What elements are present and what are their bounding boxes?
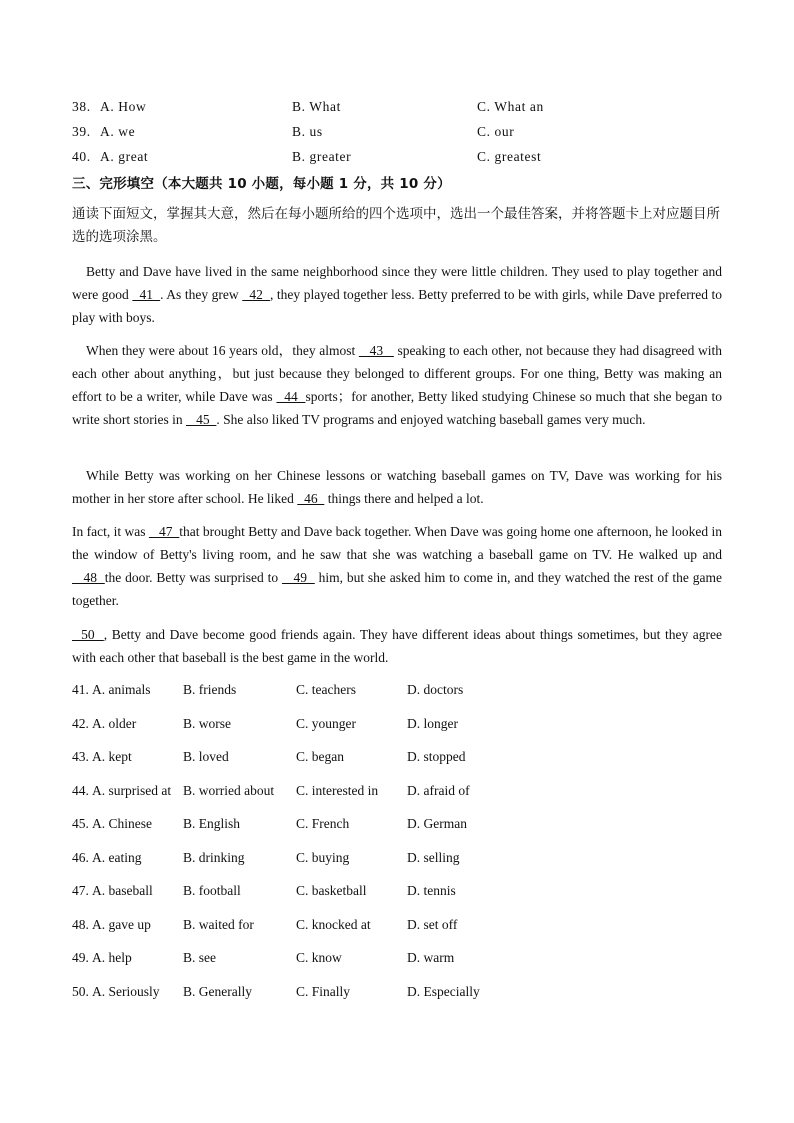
section-instructions: 通读下面短文，掌握其大意，然后在每小题所给的四个选项中，选出一个最佳答案，并将答题卡上对应题目所选的选项涂黑。 <box>72 206 720 245</box>
option-c: C. interested in <box>296 783 379 798</box>
passage-text: speaking to each other, not because they had disagreed with each other about anything，but just because they belonged to different groups. For one thing, Betty was making an effort to be a writer, while Dave was <box>72 343 722 404</box>
passage-text: While Betty was working on her Chinese lessons or watching baseball games on TV, Dave was working for his mother in her store after school. He liked <box>72 468 722 506</box>
option-row-48 <box>72 917 722 937</box>
option-row-45 <box>72 816 722 836</box>
option-d: D. German <box>407 816 467 831</box>
option-d: D. afraid of <box>407 783 470 798</box>
blank-43: 43 <box>358 343 394 358</box>
option-d: D. stopped <box>407 749 466 764</box>
blank-50: 50 <box>72 627 104 642</box>
question-39 <box>72 124 722 144</box>
option-number: 41. <box>72 682 89 697</box>
option-b: B. us <box>292 124 323 139</box>
question-number: 38. <box>72 99 91 114</box>
option-number: 43. <box>72 749 89 764</box>
option-a: A. surprised at <box>92 783 172 798</box>
option-row-46 <box>72 850 722 870</box>
option-d: D. doctors <box>407 682 464 697</box>
passage-paragraph-3 <box>72 464 722 510</box>
option-a: A. eating <box>92 850 142 865</box>
option-d: D. longer <box>407 716 458 731</box>
option-a: A. kept <box>92 749 132 764</box>
question-number: 39. <box>72 124 91 139</box>
option-c: C. basketball <box>296 883 367 898</box>
passage-paragraph-4 <box>72 520 722 612</box>
option-d: D. selling <box>407 850 460 865</box>
option-c: C. our <box>477 124 515 139</box>
option-row-42 <box>72 716 722 736</box>
passage-text: Betty and Dave have lived in the same neighborhood since they were little children. They used to play together and were good <box>72 264 722 302</box>
question-number: 40. <box>72 149 91 164</box>
passage-paragraph-5 <box>72 623 722 669</box>
option-b: B. What <box>292 99 341 114</box>
option-row-50 <box>72 984 722 1004</box>
option-b: B. waited for <box>183 917 254 932</box>
option-b: B. see <box>183 950 216 965</box>
option-number: 44. <box>72 783 89 798</box>
option-row-49 <box>72 950 722 970</box>
passage-text: things there and helped a lot. <box>324 491 484 506</box>
option-number: 45. <box>72 816 89 831</box>
option-c: C. know <box>296 950 342 965</box>
option-a: A. Seriously <box>92 984 160 999</box>
blank-49: 49 <box>281 570 315 585</box>
passage-text: In fact, it was <box>72 524 149 539</box>
option-a: A. animals <box>92 682 151 697</box>
option-c: C. younger <box>296 716 356 731</box>
option-b: B. football <box>183 883 241 898</box>
option-c: C. greatest <box>477 149 542 164</box>
blank-45: 45 <box>186 412 217 427</box>
option-b: B. greater <box>292 149 352 164</box>
option-number: 50. <box>72 984 89 999</box>
option-a: A. we <box>100 124 136 139</box>
option-b: B. English <box>183 816 241 831</box>
blank-41: 41 <box>132 287 161 302</box>
passage-paragraph-2 <box>72 339 722 431</box>
passage-text: When they were about 16 years old，they almost <box>86 343 359 358</box>
option-number: 48. <box>72 917 89 932</box>
option-b: B. worse <box>183 716 231 731</box>
option-d: D. warm <box>407 950 455 965</box>
question-38 <box>72 99 722 119</box>
option-a: A. baseball <box>92 883 153 898</box>
option-b: B. worried about <box>183 783 275 798</box>
option-number: 42. <box>72 716 89 731</box>
blank-44: 44 <box>276 389 306 404</box>
passage-text: that brought Betty and Dave back together. When Dave was going home one afternoon, he looked in the window of Betty's living room, and he saw that she was watching a baseball game on TV. He walked up and <box>72 524 722 562</box>
option-row-47 <box>72 883 722 903</box>
option-number: 46. <box>72 850 89 865</box>
option-c: C. What an <box>477 99 544 114</box>
blank-48: 48 <box>72 570 105 585</box>
option-a: A. gave up <box>92 917 151 932</box>
option-a: A. older <box>92 716 137 731</box>
option-b: B. Generally <box>183 984 252 999</box>
option-b: B. loved <box>183 749 229 764</box>
option-a: A. great <box>100 149 149 164</box>
passage-text: , they played together less. Betty preferred to be with girls, while Dave preferred to play with boys. <box>72 287 723 325</box>
question-40 <box>72 149 722 169</box>
option-d: D. Especially <box>407 984 480 999</box>
passage-text: . As they grew <box>160 287 243 302</box>
option-d: D. set off <box>407 917 458 932</box>
blank-47: 47 <box>148 524 180 539</box>
option-a: A. How <box>100 99 147 114</box>
option-c: C. buying <box>296 850 350 865</box>
section-heading: 三、完形填空（本大题共 10 小题，每小题 1 分，共 10 分） <box>72 176 451 192</box>
option-c: C. Finally <box>296 984 351 999</box>
option-d: D. tennis <box>407 883 456 898</box>
option-b: B. friends <box>183 682 237 697</box>
passage-paragraph-1 <box>72 260 722 329</box>
passage-text: him, but she asked him to come in, and they watched the rest of the game together. <box>72 570 723 608</box>
option-row-41 <box>72 682 722 702</box>
blank-42: 42 <box>242 287 270 302</box>
option-row-44 <box>72 783 722 803</box>
blank-46: 46 <box>297 491 325 506</box>
passage-text: the door. Betty was surprised to <box>104 570 282 585</box>
option-c: C. knocked at <box>296 917 371 932</box>
option-row-43 <box>72 749 722 769</box>
passage-text: , Betty and Dave become good friends again. They have different ideas about things sometimes, but they agree with each other that baseball is the best game in the world. <box>72 627 722 665</box>
option-b: B. drinking <box>183 850 245 865</box>
passage-text: . She also liked TV programs and enjoyed watching baseball games very much. <box>216 412 646 427</box>
option-c: C. teachers <box>296 682 356 697</box>
passage-text: sports；for another, Betty liked studying Chinese so much that she began to write short stories in <box>72 389 722 427</box>
option-c: C. French <box>296 816 350 831</box>
option-a: A. help <box>92 950 132 965</box>
option-c: C. began <box>296 749 344 764</box>
option-a: A. Chinese <box>92 816 152 831</box>
option-number: 47. <box>72 883 89 898</box>
option-number: 49. <box>72 950 89 965</box>
